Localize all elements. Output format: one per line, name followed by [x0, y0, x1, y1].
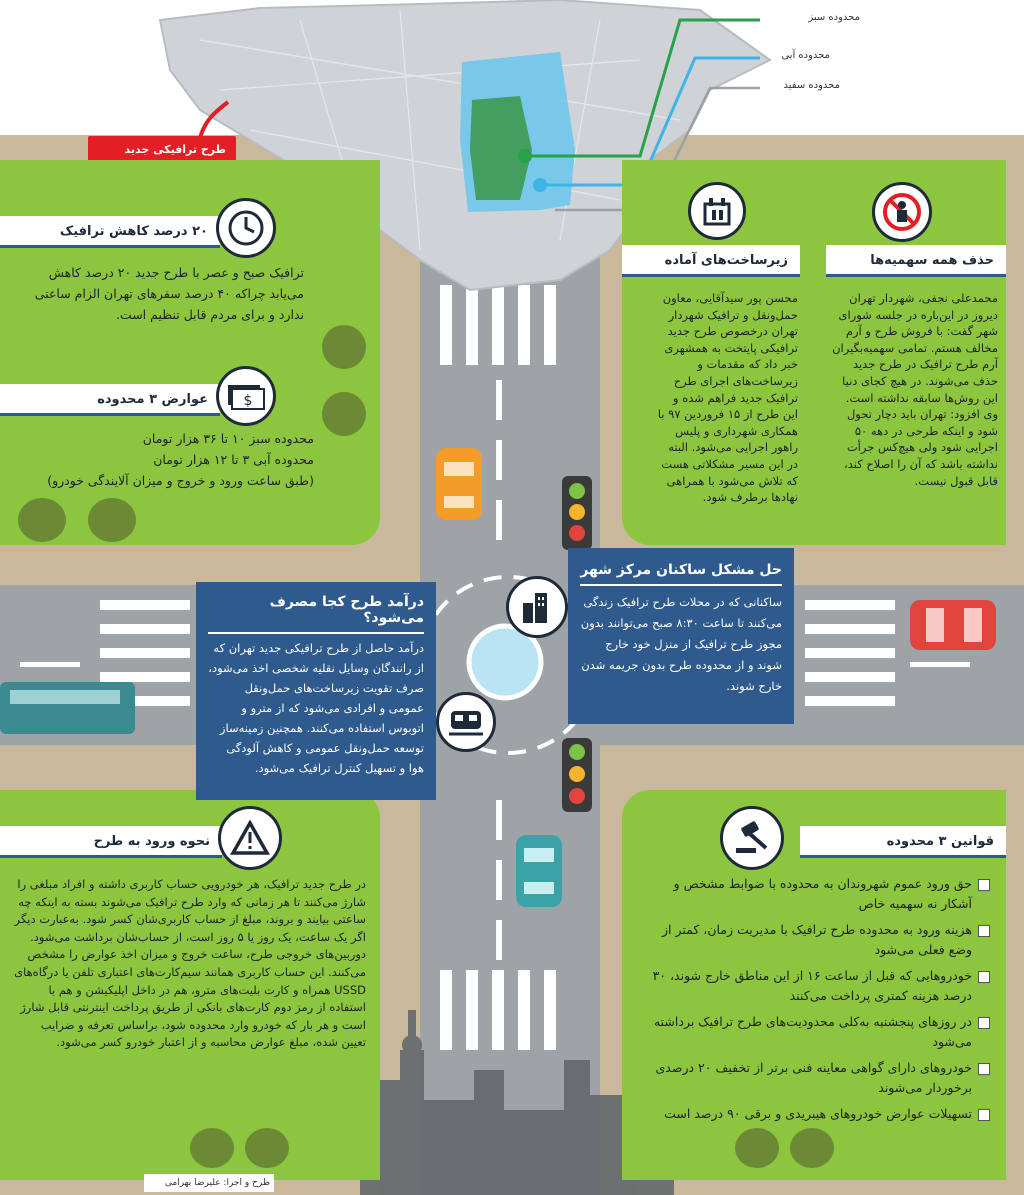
warning-icon: [218, 806, 282, 870]
section-infrastructure: [622, 245, 800, 277]
legend-blue-label: محدوده آبی: [781, 50, 830, 61]
rule-bullet: [978, 1109, 990, 1121]
rule-item: [640, 1012, 990, 1052]
reduction-body: ترافیک صبح و عصر با طرح جدید ۲۰ درصد کاهش می‌یابد چراکه ۴۰ درصد سفرهای تهران الزام ساعتی ندارد و برای مردم قابل تنظیم است.: [34, 265, 304, 322]
residents-title: حل مشکل ساکنان مرکز شهر: [580, 562, 782, 578]
clock-icon: [216, 198, 276, 258]
bus-icon: [0, 682, 135, 734]
tree-icon: [322, 392, 366, 436]
orange-car-icon: [436, 448, 482, 520]
section-quotas: [826, 245, 1006, 277]
green-zone: [470, 96, 532, 200]
rules-list: [640, 874, 990, 1130]
residents-body: ساکنانی که در محلات طرح ترافیک زندگی می‌کنند تا ساعت ۸:۳۰ صبح می‌توانند بدون مجوز طرح ترافیک از منزل خود خارج شوند و از محدوده طرح بدون جریمه شدن خارج شوند.: [580, 595, 782, 693]
building-icon: [688, 182, 746, 240]
infrastructure-body: محسن پور سیدآقایی، معاون حمل‌ونقل و ترافیک شهردار تهران درخصوص طرح جدید ترافیکی پایتخت به همشهری خبر داد که مقدمات و زیرساخت‌های اجرای طرح ترافیک جدید فراهم شده و این طرح از ۱۵ فروردین ۹۷ با همکاری شهرداری و پلیس راهور اجرایی می‌شود. البته در این مسیر مشکلاتی هست که تلاش می‌شود با همراهی نهادها برطرف شود.: [657, 291, 798, 505]
rule-bullet: [978, 925, 990, 937]
fees-line: محدوده آبی ۳ تا ۱۲ هزار تومان: [153, 452, 314, 467]
rule-text: خودروهای دارای گواهی معاینه فنی برتر از تخفیف ۲۰ درصدی برخوردار می‌شوند: [655, 1060, 972, 1095]
legend-green-label: محدوده سبز: [808, 12, 860, 23]
tree-icon: [322, 325, 366, 369]
traffic-light-icon: [562, 738, 592, 812]
credit: طرح و اجرا: علیرضا بهرامی: [144, 1174, 274, 1192]
legend-white-label: محدوده سفید: [783, 80, 840, 91]
metro-train-icon: [436, 692, 496, 752]
infrastructure-title: زیرساخت‌های آماده: [622, 245, 800, 277]
fees-line: (طبق ساعت ورود و خروج و میزان آلایندگی خودرو): [47, 473, 314, 488]
section-entry: [0, 826, 222, 858]
revenue-body: درآمد حاصل از طرح ترافیکی جدید تهران که از رانندگان وسایل نقلیه شخصی اخذ می‌شود، صرف تقویت زیرساخت‌های حمل‌ونقل عمومی و افرادی می‌شود که از مترو و اتوبوس استفاده می‌کنند. همچنین زمینه‌ساز توسعه حمل‌ونقل عمومی و کاهش آلودگی هوا و تسهیل کنترل ترافیک می‌شود.: [208, 641, 424, 775]
rule-bullet: [978, 971, 990, 983]
rules-title: قوانین ۳ محدوده: [800, 826, 1006, 858]
rule-item: [640, 920, 990, 960]
reduction-title: ۲۰ درصد کاهش ترافیک: [0, 216, 220, 248]
rule-bullet: [978, 1063, 990, 1075]
rule-item: [640, 966, 990, 1006]
cash-icon: [216, 366, 276, 426]
fees-title: عوارض ۳ محدوده: [0, 384, 220, 416]
tree-icon: [735, 1128, 779, 1168]
no-entry-person-icon: [872, 182, 932, 242]
entry-title: نحوه ورود به طرح: [0, 826, 222, 858]
rule-text: خودروهایی که قبل از ساعت ۱۶ از این مناطق خارج شوند، ۳۰ درصد هزینه کمتری پرداخت می‌کنند: [652, 968, 972, 1003]
svg-text:$: $: [243, 393, 253, 409]
city-buildings-icon: [506, 576, 568, 638]
rule-bullet: [978, 1017, 990, 1029]
section-residents: [568, 548, 794, 724]
tree-icon: [790, 1128, 834, 1168]
map-callout-text: طرح ترافیکی جدید: [124, 143, 226, 156]
revenue-title: درآمد طرح کجا مصرف می‌شود؟: [269, 594, 424, 626]
rule-item: [640, 874, 990, 914]
rule-text: در روزهای پنجشنبه به‌کلی محدودیت‌های طرح ترافیک برداشته می‌شود: [653, 1014, 972, 1049]
fees-line: محدوده سبز ۱۰ تا ۳۶ هزار تومان: [142, 431, 314, 446]
tree-icon: [18, 498, 66, 542]
section-rules: [800, 826, 1006, 858]
rule-item: [640, 1058, 990, 1098]
fees-lines: [14, 428, 314, 491]
quotas-title: حذف همه سهمیه‌ها: [826, 245, 1006, 277]
red-car-icon: [910, 600, 996, 650]
section-fees: [0, 384, 220, 416]
quotas-body: محمدعلی نجفی، شهردار تهران دیروز در این‌باره در جلسه شورای شهر گفت: با فروش طرح و آرم مخالف هستم. تمامی سهمیه‌بگیران آرم طرح ترافیک در طرح جدید حذف می‌شوند. در هیچ کجای دنیا این روش‌ها سابقه نداشته است. وی افزود: تهران باید دچار تحول شود و اینکه طرحی در دهه ۵۰ اجرایی شود ولی هیچ‌کس جرأت نداشته باشد که آن را اصلاح کند، قابل قبول نیست.: [832, 291, 998, 488]
section-revenue: [196, 582, 436, 800]
entry-body: در طرح جدید ترافیک، هر خودرویی حساب کاربری داشته و افراد مبلغی را شارژ می‌کنند تا هر زمانی که وارد طرح ترافیک می‌شوند بسته به اینکه چه ساعتی بیایند و بروند، مبلغ از حساب کاربری‌شان کسر شود. به‌عبارت دیگر اگر یک ساعت، یک روز یا ۵ روز است، از حساب‌شان برداشت می‌شود. دوربین‌های خروجی طرح، ساعت خروج و میزان اخذ عوارض را مشخص می‌کنند. این حساب کاربری همانند سیم‌کارت‌های اعتباری تلفن یا درگاه‌های USSD همراه و کارت بلیت‌های مترو، هم در داخل اپلیکیشن و هم با استفاده از رمز دوم کارت‌های بانکی از طریق پرداخت اینترنتی قابل شارژ است و هر بار که خودرو وارد محدوده شود، براساس تعرفه و ضرایب تعیین شده، مبلغ عوارض محاسبه و از اعتبار خودرو کسر می‌شود.: [14, 877, 366, 1050]
rule-bullet: [978, 879, 990, 891]
tree-icon: [88, 498, 136, 542]
tree-icon: [245, 1128, 289, 1168]
traffic-light-icon: [562, 476, 592, 550]
rule-item: [640, 1104, 990, 1124]
gavel-icon: [720, 806, 784, 870]
teal-car-icon: [516, 835, 562, 907]
tree-icon: [190, 1128, 234, 1168]
rule-text: هزینه ورود به محدوده طرح ترافیک با مدیریت زمان، کمتر از وضع فعلی می‌شود: [662, 922, 972, 957]
rule-text: تسهیلات عوارض خودروهای هیبریدی و برقی ۹۰ درصد است: [664, 1106, 972, 1121]
rule-text: حق ورود عموم شهروندان به محدوده با ضوابط مشخص و آشکار نه سهمیه خاص: [673, 876, 972, 911]
section-reduction: [0, 216, 220, 248]
